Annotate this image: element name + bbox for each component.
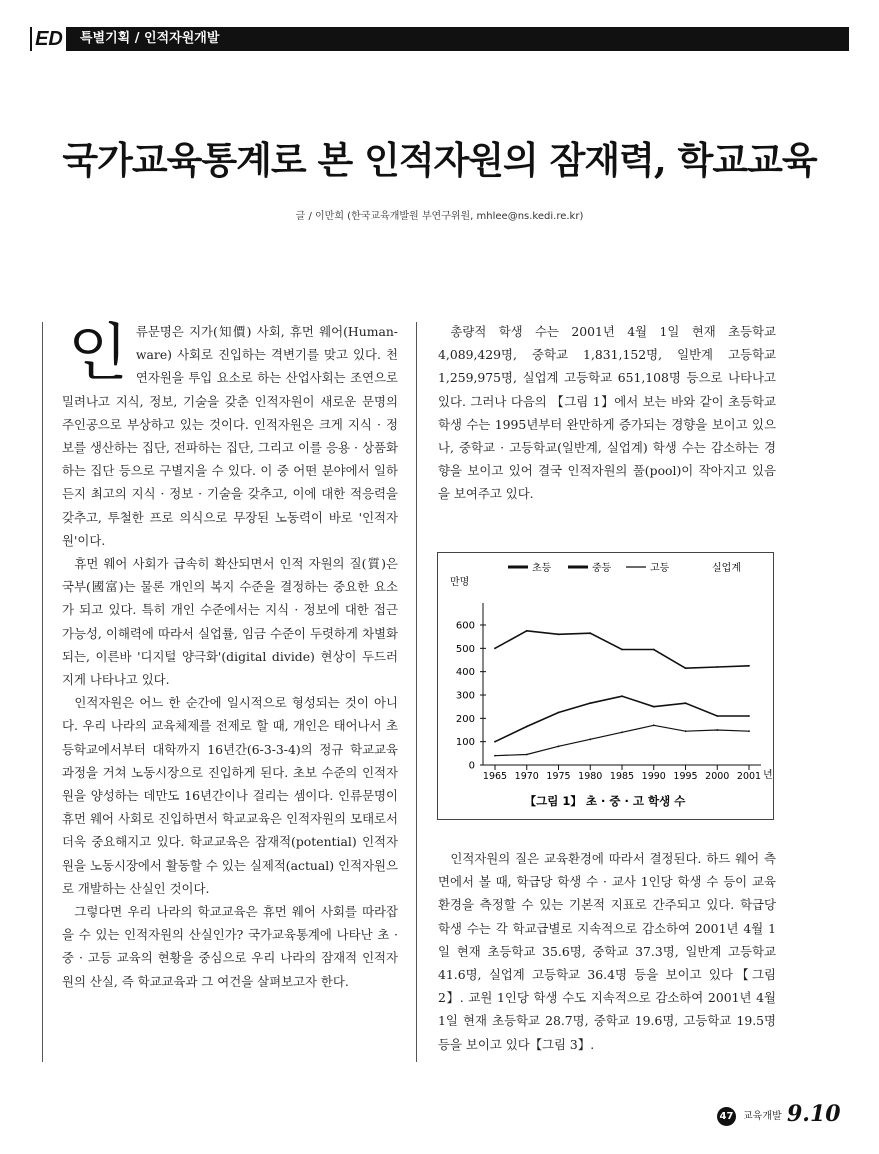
series-line-2	[495, 725, 749, 755]
article-title: 국가교육통계로 본 인적자원의 잠재력, 학교교육	[62, 138, 817, 182]
y-tick-label: 300	[455, 690, 475, 702]
x-tick-label: 2001	[736, 771, 762, 782]
data-point	[494, 755, 496, 757]
left-column	[62, 316, 398, 993]
x-tick-label: 1980	[578, 771, 603, 782]
series-line-1	[495, 696, 749, 742]
chart-legend	[508, 561, 741, 574]
data-point	[621, 649, 623, 651]
y-tick-label: 0	[468, 760, 475, 772]
legend-label: 실업계	[712, 563, 741, 574]
left-margin-rule	[42, 322, 43, 1062]
data-point	[494, 647, 496, 649]
legend-label: 고등	[650, 563, 670, 574]
column-divider	[416, 322, 417, 1062]
data-point	[621, 695, 623, 697]
x-tick-label: 1975	[546, 771, 571, 782]
data-point	[748, 715, 750, 717]
data-point	[685, 730, 687, 732]
data-point	[716, 729, 718, 731]
legend-label: 중등	[592, 563, 612, 574]
y-axis-label: 만명	[450, 577, 470, 588]
data-point	[558, 633, 560, 635]
x-tick-label: 1990	[641, 771, 666, 782]
x-tick-label: 2000	[705, 771, 730, 782]
paragraph-3: 인적자원은 어느 한 순간에 일시적으로 형성되는 것이 아니다. 우리 나라의 교육체제를 전제로 할 때, 개인은 태어나서 초등학교에서부터 대학까지 16년간(6-3-3-4)의 정규 학교교육 과정을 거쳐 노동시장으로 진입하게 된다. 초보 수준의 인적자원을 양성하는 데만도 16년간이나 걸리는 셈이다. 인류문명이 휴먼 웨어 사회로 진입하면서 학교교육은 인적자원의 모태로서 더욱 중요해지고 있다. 학교교육은 잠재적(potential) 인적자원을 노동시장에서 활동할 수 있는 실제적(actual) 인적자원으로 개발하는 산실인 것이다.	[62, 695, 398, 896]
byline: 글 / 이만희 (한국교육개발원 부연구위원, mhlee@ns.kedi.re.kr)	[295, 211, 584, 222]
paragraph-1: 류문명은 지가(知價) 사회, 휴먼 웨어(Human-ware) 사회로 진입하는 격변기를 맞고 있다. 천연자원을 투입 요소로 하는 산업사회는 조연으로 밀려나고 지식, 정보, 기술을 갖춘 인적자원이 새로운 문명의 주인공으로 부상하고 있는 것이다. 인적자원은 크게 지식 · 정보를 생산하는 집단, 전파하는 집단, 그리고 이를 응용 · 상품화하는 집단 등으로 구별지을 수 있다. 이 중 어떤 분야에서 일하든지 최고의 지식 · 정보 · 기술을 갖추고, 이에 대한 적응력을 갖추고, 투철한 프로 의식으로 무장된 노동력이 바로 '인적자원'이다.	[62, 324, 398, 548]
section-label: 특별기획 / 인적자원개발	[80, 31, 220, 46]
y-tick-label: 100	[455, 737, 475, 749]
legend-label: 초등	[532, 563, 552, 574]
figure-caption: 【그림 1】 초 · 중 · 고 학생 수	[524, 794, 686, 808]
magazine-name: 교육개발	[743, 1111, 782, 1122]
page-number: 47	[717, 1107, 736, 1126]
data-point	[526, 630, 528, 632]
data-point	[653, 649, 655, 651]
data-point	[589, 702, 591, 704]
data-point	[494, 741, 496, 743]
data-point	[653, 706, 655, 708]
data-point	[526, 726, 528, 728]
data-point	[748, 730, 750, 732]
data-point	[653, 724, 655, 726]
x-tick-label: 1965	[482, 771, 508, 782]
y-tick-label: 400	[455, 667, 475, 679]
data-point	[621, 731, 623, 733]
figure-1	[437, 552, 774, 820]
dropcap: 인	[68, 316, 128, 389]
x-axis-label: 년	[763, 770, 773, 781]
data-point	[685, 702, 687, 704]
right-column-bottom	[438, 847, 776, 1056]
data-point	[558, 712, 560, 714]
student-count-chart	[438, 553, 773, 819]
paragraph-right-2: 인적자원의 질은 교육환경에 따라서 결정된다. 하드 웨어 측면에서 볼 때, 학급당 학생 수 · 교사 1인당 학생 수 등이 교육환경을 측정할 수 있는 기본적 지표로 간주되고 있다. 학급당 학생 수는 각 학교급별로 지속적으로 감소하여 2001년 4월 1일 현재 초등학교 35.6명, 중학교 37.3명, 일반계 고등학교 41.6명, 실업계 고등학교 36.4명 등을 보이고 있다【그림 2】. 교원 1인당 학생 수도 지속적으로 감소하여 2001년 4월 1일 현재 초등학교 28.7명, 중학교 19.6명, 고등학교 19.5명 등을 보이고 있다【그림 3】.	[438, 851, 776, 1052]
paragraph-2: 휴먼 웨어 사회가 급속히 확산되면서 인적 자원의 질(質)은 국부(國富)는 물론 개인의 복지 수준을 결정하는 중요한 요소가 되고 있다. 특히 개인 수준에서는 지식 · 정보에 대한 접근 가능성, 이해력에 따라서 실업률, 임금 수준이 두렷하게 차별화 되는, 이른바 '디지털 양극화'(digital divide) 현상이 두드러지게 나타나고 있다.	[62, 556, 398, 688]
paragraph-4: 그렇다면 우리 나라의 학교교육은 휴먼 웨어 사회를 따라잡을 수 있는 인적자원의 산실인가? 국가교육통계에 나타난 초 · 중 · 고등 교육의 현황을 중심으로 우리 나라의 잠재적 인적자원의 산실, 즉 학교교육과 그 여건을 살펴보고자 한다.	[62, 904, 398, 989]
x-tick-label: 1970	[514, 771, 539, 782]
right-column-top	[438, 320, 776, 506]
issue-number: 9.10	[787, 1101, 841, 1127]
data-point	[716, 715, 718, 717]
data-point	[589, 632, 591, 634]
paragraph-right-1: 총량적 학생 수는 2001년 4월 1일 현재 초등학교 4,089,429명, 중학교 1,831,152명, 일반계 고등학교 1,259,975명, 실업계 고등학교 651,108명 등으로 나타나고 있다. 그러나 다음의 【그림 1】에서 보는 바와 같이 초등학교 학생 수는 1995년부터 완만하게 증가되는 경향을 보이고 있으나, 중학교 · 고등학교(일반계, 실업계) 학생 수는 감소하는 경향을 보이고 있어 결국 인적자원의 풀(pool)이 작아지고 있음을 보여주고 있다.	[438, 324, 776, 502]
x-tick-label: 1995	[673, 771, 698, 782]
x-tick-label: 1985	[609, 771, 635, 782]
data-point	[748, 665, 750, 667]
data-point	[716, 666, 718, 668]
y-tick-label: 200	[455, 713, 475, 725]
data-point	[558, 745, 560, 747]
y-tick-label: 500	[455, 643, 475, 655]
data-point	[589, 738, 591, 740]
y-tick-label: 600	[455, 620, 475, 632]
data-point	[526, 754, 528, 756]
magazine-logo: ED	[32, 27, 66, 51]
data-point	[685, 667, 687, 669]
